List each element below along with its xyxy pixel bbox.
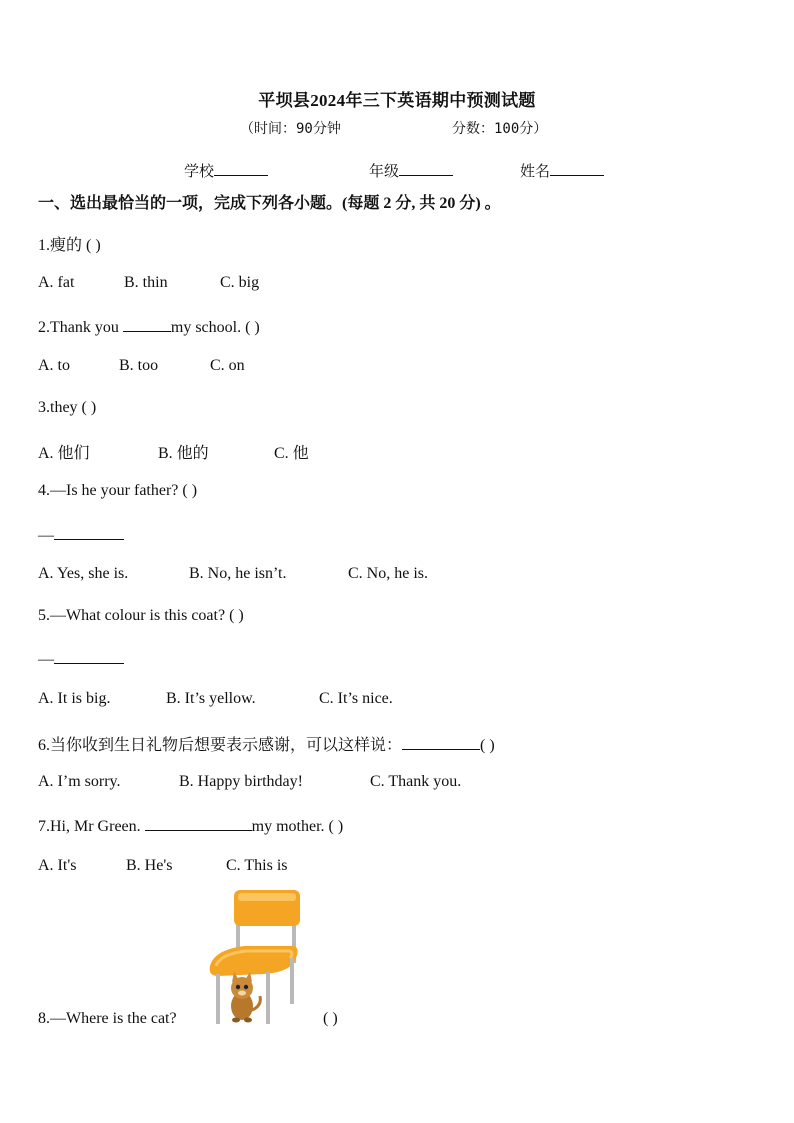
- answer-blank[interactable]: [54, 524, 124, 540]
- question-3-stem: 3.they ( ): [38, 399, 97, 416]
- question-4-options: [38, 565, 428, 583]
- option-c[interactable]: C. on: [210, 357, 245, 374]
- option-b[interactable]: B. too: [119, 357, 159, 374]
- question-6-stem: [38, 732, 495, 755]
- chair-front-leg-middle: [266, 972, 270, 1024]
- answer-blank[interactable]: [402, 734, 480, 750]
- school-blank[interactable]: [214, 161, 268, 176]
- question-5-answer: [38, 648, 124, 669]
- school-field[interactable]: [184, 160, 268, 181]
- question-1-options: [38, 274, 259, 292]
- question-2-stem-start: 2.Thank you: [38, 319, 123, 336]
- cat-paw-right: [244, 1018, 252, 1023]
- answer-blank[interactable]: [54, 648, 124, 664]
- question-7-stem: [38, 815, 343, 836]
- question-6-stem-start: 6.当你收到生日礼物后想要表示感谢，可以这样说：: [38, 737, 403, 754]
- question-5-stem: 5.—What colour is this coat? ( ): [38, 607, 244, 624]
- option-c[interactable]: C. Thank you.: [370, 773, 462, 790]
- question-2-stem-end: my school. ( ): [170, 319, 260, 336]
- school-label: 学校: [184, 164, 215, 180]
- cat-eye-right: [244, 985, 248, 989]
- question-8-stem: 8.—Where is the cat?: [38, 1010, 177, 1027]
- question-7-stem-start: 7.Hi, Mr Green.: [38, 818, 145, 835]
- exam-score: 分数：100分）: [452, 121, 548, 137]
- option-c[interactable]: C. It’s nice.: [319, 690, 393, 707]
- question-8-paren: ( ): [323, 1010, 338, 1027]
- option-b[interactable]: B. thin: [124, 274, 168, 291]
- option-b[interactable]: B. He's: [126, 857, 173, 874]
- page-title: 平坝县2024年三下英语期中预测试题: [258, 91, 536, 110]
- grade-blank[interactable]: [399, 161, 453, 176]
- cat-tail: [252, 996, 260, 1010]
- question-2-options: [38, 357, 245, 375]
- chair-with-cat-image: [204, 888, 308, 1028]
- question-3-options: [38, 440, 309, 463]
- dash: —: [38, 527, 54, 544]
- name-field[interactable]: [520, 160, 604, 181]
- chair-front-leg-left: [216, 974, 220, 1024]
- option-a[interactable]: A. 他们: [38, 445, 90, 462]
- chair-front-leg-right: [290, 958, 294, 1004]
- exam-time: （时间：90分钟: [240, 121, 341, 137]
- option-a[interactable]: A. fat: [38, 274, 75, 291]
- cat-muzzle: [238, 991, 246, 996]
- question-6-options: [38, 773, 461, 791]
- name-blank[interactable]: [550, 161, 604, 176]
- grade-label: 年级: [369, 164, 400, 180]
- option-b[interactable]: B. It’s yellow.: [166, 690, 256, 707]
- option-c[interactable]: C. This is: [226, 857, 288, 874]
- answer-blank[interactable]: [145, 815, 252, 831]
- question-6-stem-end: ( ): [480, 737, 495, 754]
- option-b[interactable]: B. 他的: [158, 445, 209, 462]
- dash: —: [38, 651, 54, 668]
- cat-paw-left: [232, 1018, 240, 1023]
- option-b[interactable]: B. Happy birthday!: [179, 773, 303, 790]
- cat: [231, 972, 260, 1023]
- section-heading: 一、选出最恰当的一项，完成下列各小题。(每题 2 分, 共 20 分) 。: [38, 195, 501, 212]
- question-2-stem: [38, 316, 260, 337]
- option-c[interactable]: C. 他: [274, 445, 309, 462]
- question-4-stem: 4.—Is he your father? ( ): [38, 482, 198, 499]
- question-1-stem: 1.瘦的 ( ): [38, 237, 101, 254]
- option-a[interactable]: A. It is big.: [38, 690, 111, 707]
- name-label: 姓名: [520, 164, 551, 180]
- option-a[interactable]: A. It's: [38, 857, 77, 874]
- option-c[interactable]: C. No, he is.: [348, 565, 428, 582]
- grade-field[interactable]: [369, 160, 453, 181]
- option-a[interactable]: A. to: [38, 357, 70, 374]
- option-a[interactable]: A. Yes, she is.: [38, 565, 129, 582]
- option-a[interactable]: A. I’m sorry.: [38, 773, 121, 790]
- question-7-stem-end: my mother. ( ): [251, 818, 344, 835]
- question-5-options: [38, 690, 393, 708]
- cat-eye-left: [236, 985, 240, 989]
- answer-blank[interactable]: [123, 316, 171, 332]
- question-4-answer: [38, 524, 124, 545]
- option-c[interactable]: C. big: [220, 274, 260, 291]
- question-7-options: [38, 857, 288, 875]
- option-b[interactable]: B. No, he isn’t.: [189, 565, 287, 582]
- chair-backrest-highlight: [238, 893, 296, 901]
